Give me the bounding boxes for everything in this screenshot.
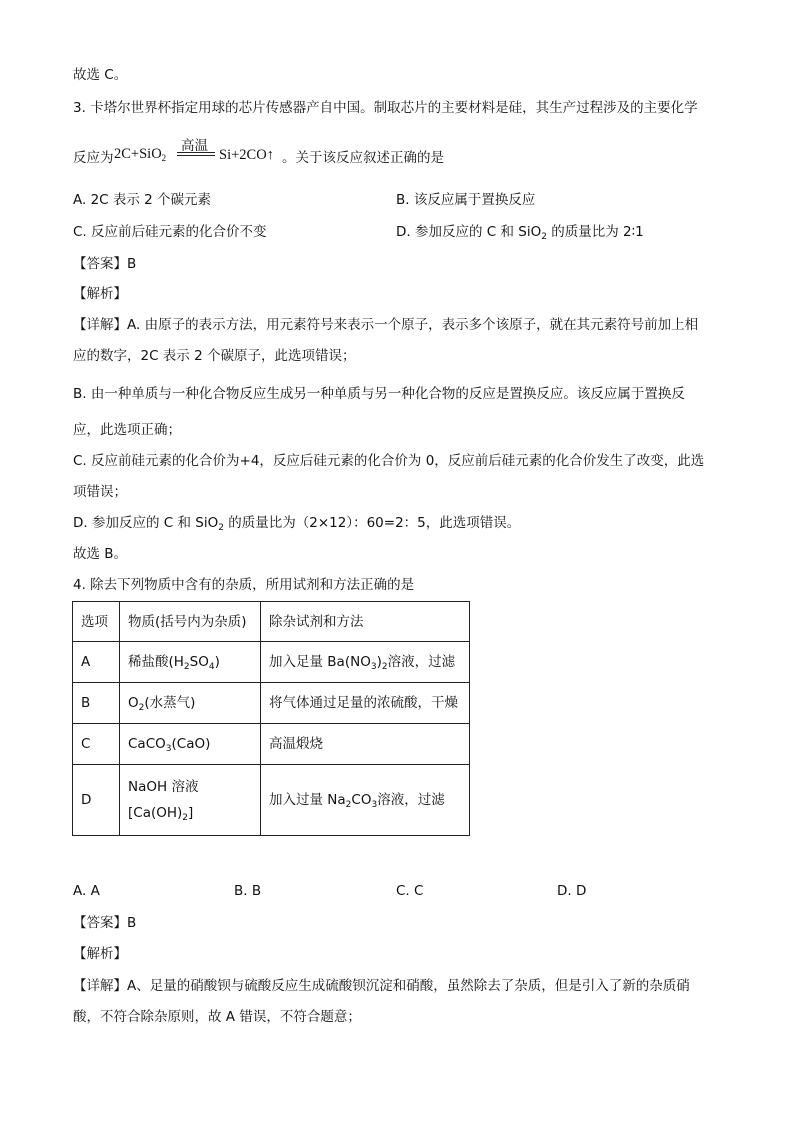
prev-conclusion: 故选 C。 [73, 67, 128, 83]
q3-detail-4: 应，此选项正确； [73, 422, 181, 438]
eq-products: Si+2CO↑ [219, 147, 274, 163]
eq-prefix: 反应为 [73, 150, 114, 166]
q4-option-d: D. D [557, 883, 587, 899]
q4-detail-1: 【详解】A、足量的硝酸钡与硫酸反应生成硫酸钡沉淀和硝酸，虽然除去了杂质，但是引入了新的杂质硝 [73, 978, 690, 994]
q3-option-a: A. 2C 表示 2 个碳元素 [73, 192, 212, 208]
header-substance: 物质(括号内为杂质) [120, 602, 261, 642]
cell-option: C [73, 724, 120, 765]
q4-option-c: C. C [396, 883, 424, 899]
cell-substance: 稀盐酸$(H_2SO_4)$ [120, 642, 261, 683]
q3-detail-2: 应的数字，2C 表示 2 个碳原子，此选项错误； [73, 348, 356, 364]
eq-condition: 高温 [181, 138, 208, 154]
q4-answer: 【答案】B [73, 915, 137, 931]
q3-stem-line1: 3. 卡塔尔世界杯指定用球的芯片传感器产自中国。制取芯片的主要材料是硅，其生产过程涉及的主要化学 [73, 100, 698, 116]
cell-option: B [73, 683, 120, 724]
header-option: 选项 [73, 602, 120, 642]
q3-option-c: C. 反应前后硅元素的化合价不变 [73, 224, 267, 240]
q4-table [72, 601, 470, 836]
eq-suffix: 。关于该反应叙述正确的是 [282, 150, 444, 166]
header-method: 除杂试剂和方法 [261, 602, 470, 642]
table-row [73, 724, 470, 765]
q4-option-b: B. B [234, 883, 262, 899]
eq-reactants: 2C+SiO$_2$ [114, 146, 167, 163]
q4-option-a: A. A [73, 883, 100, 899]
cell-substance: $O_2$(水蒸气) [120, 683, 261, 724]
table-row [73, 765, 470, 836]
q3-detail-6: 项错误； [73, 484, 127, 500]
q3-option-d: D. 参加反应的 C 和 SiO$_2$ 的质量比为 2∶1 [396, 224, 644, 242]
q3-detail-1: 【详解】A. 由原子的表示方法，用元素符号来表示一个原子，表示多个该原子，就在其元素符号前加上相 [73, 317, 699, 333]
q4-stem: 4. 除去下列物质中含有的杂质，所用试剂和方法正确的是 [73, 577, 415, 593]
q3-detail-5: C. 反应前硅元素的化合价为+4，反应后硅元素的化合价为 0，反应前后硅元素的化合价发生了改变，此选 [73, 453, 705, 469]
q3-option-b: B. 该反应属于置换反应 [396, 192, 536, 208]
cell-method: 将气体通过足量的浓硫酸，干燥 [261, 683, 470, 724]
q3-detail-7: D. 参加反应的 C 和 SiO$_2$ 的质量比为（2×12）：60=2：5，此选项错误。 [73, 515, 521, 533]
eq-arrow-line-top [177, 152, 215, 153]
cell-option: A [73, 642, 120, 683]
q3-answer: 【答案】B [73, 256, 137, 272]
table-row [73, 683, 470, 724]
q3-analysis-label: 【解析】 [73, 286, 127, 302]
cell-method: 加入足量 $Ba(NO_3)_2$溶液，过滤 [261, 642, 470, 683]
q3-detail-3: B. 由一种单质与一种化合物反应生成另一种单质与另一种化合物的反应是置换反应。该反应属于置换反 [73, 386, 685, 402]
eq-arrow-line-bottom [177, 155, 215, 156]
q4-detail-2: 酸，不符合除杂原则，故 A 错误，不符合题意； [73, 1009, 361, 1025]
cell-method: 高温煅烧 [261, 724, 470, 765]
cell-substance: CaCO$_3$(CaO) [120, 724, 261, 765]
cell-substance: NaOH 溶液 $[Ca(OH)_2]$ [120, 765, 261, 836]
table-row [73, 642, 470, 683]
table-header-row [73, 602, 470, 642]
q3-conclusion: 故选 B。 [73, 546, 128, 562]
q4-analysis-label: 【解析】 [73, 946, 127, 962]
cell-method: 加入过量 $Na_2CO_3$溶液，过滤 [261, 765, 470, 836]
cell-option: D [73, 765, 120, 836]
